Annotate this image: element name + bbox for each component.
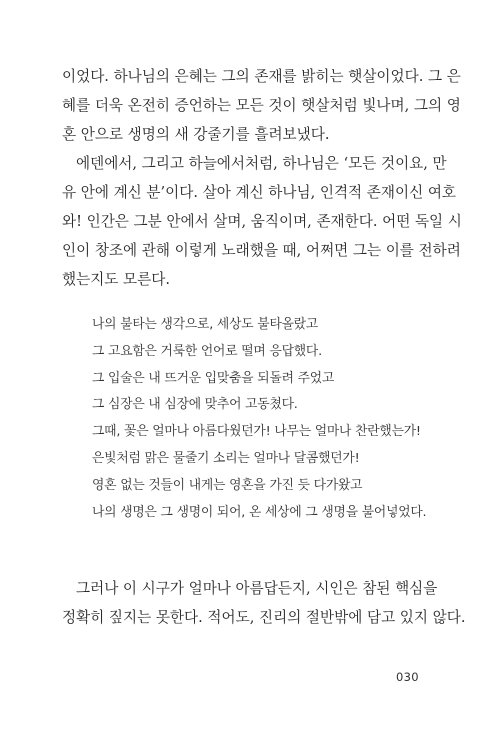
paragraph-1-line-3: 혼 안으로 생명의 새 강줄기를 흘려보냈다. [62, 126, 330, 143]
poem-line-6: 은빛처럼 맑은 물줄기 소리는 얼마나 달콤했던가! [92, 450, 360, 466]
poem-line-2: 그 고요함은 거룩한 언어로 떨며 응답했다. [92, 343, 322, 359]
paragraph-3-line-2: 정확히 짚지는 못한다. 적어도, 진리의 절반밖에 담고 있지 않다. [62, 609, 466, 626]
poem-line-4: 그 심장은 내 심장에 맞추어 고동쳤다. [92, 397, 298, 413]
poem-line-3: 그 입술은 내 뜨거운 입맞춤을 되돌려 주었고 [92, 370, 335, 386]
poem-line-7: 영혼 없는 것들이 내게는 영혼을 가진 듯 다가왔고 [92, 477, 363, 493]
paragraph-1 [62, 62, 461, 149]
paragraph-2-line-3: 와! 인간은 그분 안에서 살며, 움직이며, 존재한다. 어떤 독일 시 [62, 213, 462, 230]
poem-line-1: 나의 불타는 생각으로, 세상도 불타올랐고 [92, 317, 319, 332]
paragraph-2-line-1: 에덴에서, 그리고 하늘에서처럼, 하나님은 ‘모든 것이요, 만 [76, 155, 447, 172]
paragraph-3-line-1: 그러나 이 시구가 얼마나 아름답든지, 시인은 참된 핵심을 [76, 580, 438, 597]
paragraph-2 [62, 149, 462, 294]
poem-line-5: 그때, 꽃은 얼마나 아름다웠던가! 나무는 얼마나 찬란했는가! [92, 424, 421, 440]
paragraph-3 [62, 574, 466, 632]
paragraph-2-line-5: 했는지도 모른다. [62, 271, 170, 288]
poem-block [92, 312, 427, 526]
paragraph-2-line-4: 인이 창조에 관해 이렇게 노래했을 때, 어쩌면 그는 이를 전하려 [62, 242, 461, 259]
paragraph-1-line-2: 혜를 더욱 온전히 증언하는 모든 것이 햇살처럼 빛나며, 그의 영 [62, 97, 461, 114]
poem-line-8: 나의 생명은 그 생명이 되어, 온 세상에 그 생명을 불어넣었다. [92, 504, 427, 520]
page-number: 030 [396, 670, 419, 684]
paragraph-2-line-2: 유 안에 계신 분’이다. 살아 계신 하나님, 인격적 존재이신 여호 [62, 184, 457, 201]
paragraph-1-line-1: 이었다. 하나님의 은혜는 그의 존재를 밝히는 햇살이었다. 그 은 [62, 68, 461, 85]
